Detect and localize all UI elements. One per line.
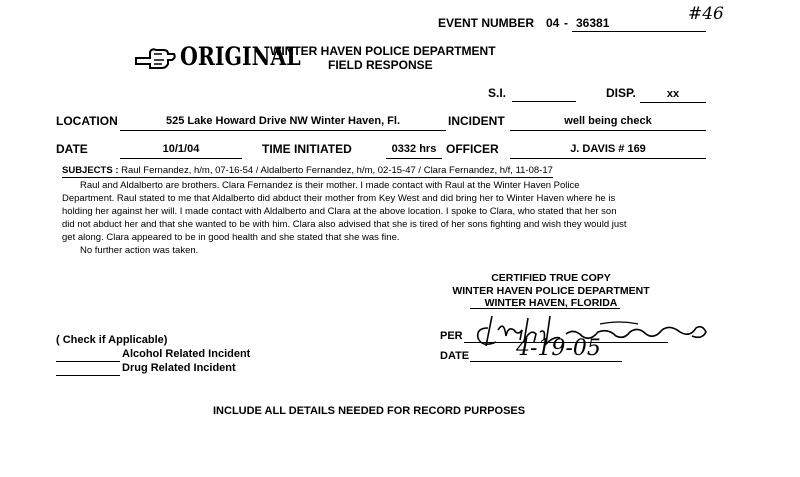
footer-instruction: INCLUDE ALL DETAILS NEEDED FOR RECORD PURPOSES bbox=[213, 405, 526, 417]
subjects-value: Raul Fernandez, h/m, 07-16-54 / Aldalberto Fernandez, h/m, 02-15-47 / Clara Fernandez, h/f, 11-08-17 bbox=[121, 165, 553, 176]
incident-label: INCIDENT bbox=[448, 114, 505, 128]
certification-block bbox=[436, 272, 666, 310]
event-number-value: 36381 bbox=[576, 16, 610, 30]
checklist-title: ( Check if Applicable) bbox=[56, 334, 168, 346]
disp-label: DISP. bbox=[606, 86, 636, 100]
date-label: DATE bbox=[56, 142, 88, 156]
narrative-line-1: Raul and Aldalberto are brothers. Clara Fernandez is their mother. I made contact with Raul at the Winter Haven Police bbox=[80, 180, 580, 191]
location-value: 525 Lake Howard Drive NW Winter Haven, Fl. bbox=[120, 115, 446, 131]
officer-label: OFFICER bbox=[446, 142, 499, 156]
narrative-line-3: holding her against her will. I made contact with Aldalberto and Clara at the above location. I spoke to Clara, who stated that her son bbox=[62, 206, 617, 217]
disp-value: xx bbox=[640, 88, 706, 103]
location-label: LOCATION bbox=[56, 114, 118, 128]
time-initiated-value: 0332 hrs bbox=[386, 143, 442, 159]
narrative-line-2: Department. Raul stated to me that Aldalberto did abduct their mother from Key West and did bring her to Winter Haven where he is bbox=[62, 193, 616, 204]
incident-value: well being check bbox=[510, 115, 706, 131]
form-title: FIELD RESPONSE bbox=[328, 58, 433, 72]
time-initiated-label: TIME INITIATED bbox=[262, 142, 352, 156]
date-value: 10/1/04 bbox=[120, 143, 242, 159]
corner-handwritten-mark: #46 bbox=[688, 4, 724, 24]
event-number-label: EVENT NUMBER bbox=[438, 16, 535, 30]
si-field bbox=[512, 86, 576, 102]
subjects-label: SUBJECTS : bbox=[62, 165, 119, 176]
drug-incident-label: Drug Related Incident bbox=[122, 362, 236, 374]
narrative-line-5: get along. Clara appeared to be in good health and she stated that she was fine. bbox=[62, 232, 400, 243]
si-label: S.I. bbox=[488, 86, 507, 100]
alcohol-checkbox-line[interactable] bbox=[56, 349, 120, 362]
event-number-separator: - bbox=[564, 16, 568, 30]
department-name: WINTER HAVEN POLICE DEPARTMENT bbox=[270, 44, 496, 58]
date-cert-value: 4-19-05 bbox=[516, 336, 601, 361]
event-number-prefix: 04 bbox=[546, 16, 560, 30]
alcohol-incident-label: Alcohol Related Incident bbox=[122, 348, 251, 360]
hand-pointer-icon bbox=[134, 42, 176, 70]
officer-value: J. DAVIS # 169 bbox=[510, 143, 706, 159]
closing-line: No further action was taken. bbox=[80, 245, 199, 256]
narrative-line-4: did not abduct her and that she wanted to be with him. Clara also advised that she is tired of her sons fighting and wish they would just bbox=[62, 219, 627, 230]
original-stamp-text: ORIGINAL bbox=[180, 42, 301, 71]
certification-line-2: WINTER HAVEN POLICE DEPARTMENT bbox=[452, 284, 650, 297]
per-label: PER bbox=[440, 330, 463, 342]
event-number-field bbox=[572, 16, 706, 32]
drug-checkbox-line[interactable] bbox=[56, 363, 120, 376]
date-cert-label: DATE bbox=[440, 350, 470, 362]
certification-line-1: CERTIFIED TRUE COPY bbox=[491, 272, 611, 284]
certification-line-3: WINTER HAVEN, FLORIDA bbox=[484, 297, 618, 309]
subjects-row bbox=[62, 165, 553, 178]
